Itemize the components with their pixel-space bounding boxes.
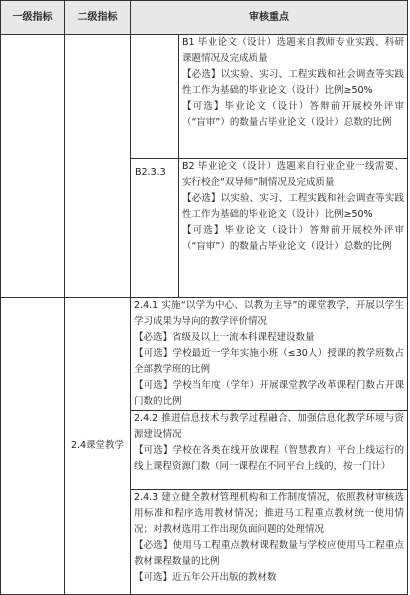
item242-title: 2.4.2 推进信息技术与教学过程融合、加强信息化教学环境与资源建设情况 xyxy=(134,413,404,440)
b2-optional: 【可选】毕业论文（设计）答辩前开展校外评审（“盲审”）的数量占毕业论文（设计）总数的比例 xyxy=(182,225,404,252)
header-focus: 审核重点 xyxy=(131,1,408,35)
item241-optional1: 【可选】学校最近一学年实施小班（≤30人）授课的教学班数占全部教学班的比例 xyxy=(134,348,404,375)
b2-title: B2 毕业论文（设计）选题来自行业企业一线需要、实行校企“双导师”制情况及完成质量 xyxy=(182,161,404,188)
header-level2: 二级指标 xyxy=(65,1,131,35)
item241-optional2: 【可选】学校当年度（学年）开展课堂教学改革课程门数占开课门数的比例 xyxy=(134,380,404,407)
b1-title: B1 毕业论文（设计）选题来自教师专业实践、科研课题情况及完成质量 xyxy=(182,37,404,64)
code-cell-b2: B2.3.3 xyxy=(131,159,179,298)
content-cell-243 xyxy=(131,490,408,595)
level2-cell-24: 2.4课堂教学 xyxy=(65,298,131,595)
table-row-241 xyxy=(1,298,408,411)
code-cell-b1 xyxy=(131,35,179,159)
b2-required: 【必选】以实验、实习、工程实践和社会调查等实践性工作为基础的毕业论文（设计）比例≥50% xyxy=(182,193,404,220)
b1-required: 【必选】以实验、实习、工程实践和社会调查等实践性工作为基础的毕业论文（设计）比例≥50% xyxy=(182,69,404,96)
content-cell-242 xyxy=(131,411,408,490)
content-cell-241 xyxy=(131,298,408,411)
level1-cell-24 xyxy=(1,298,65,595)
item241-required: 【必选】省级及以上一流本科课程建设数量 xyxy=(134,332,315,343)
item242-optional: 【可选】学校在各类在线开放课程（智慧教育）平台上线运行的线上课程资源门数（同一课程在不同平台上线的，按一门计） xyxy=(134,445,404,472)
level2-cell-b xyxy=(65,35,131,298)
header-level1: 一级指标 xyxy=(1,1,65,35)
content-cell-b2 xyxy=(179,159,408,298)
item243-optional: 【可选】近五年公开出版的教材数 xyxy=(134,572,277,583)
item241-title: 2.4.1 实施“以学为中心、以教为主导”的课堂教学，开展以学生学习成果为导向的教学评价情况 xyxy=(134,300,404,327)
table-header-row xyxy=(1,1,408,35)
content-cell-b1 xyxy=(179,35,408,159)
level1-cell xyxy=(1,35,65,298)
table-row-b1 xyxy=(1,35,408,159)
item243-title: 2.4.3 建立健全教材管理机构和工作制度情况，依照教材审核选用标准和程序选用教材情况；推进马工程重点教材统一使用情况；对教材选用工作出现负面问题的处理情况 xyxy=(134,492,404,535)
b1-optional: 【可选】毕业论文（设计）答辩前开展校外评审（“盲审”）的数量占毕业论文（设计）总数的比例 xyxy=(182,101,404,128)
item243-required: 【必选】使用马工程重点教材课程数量与学校应使用马工程重点教材课程数量的比例 xyxy=(134,540,404,567)
